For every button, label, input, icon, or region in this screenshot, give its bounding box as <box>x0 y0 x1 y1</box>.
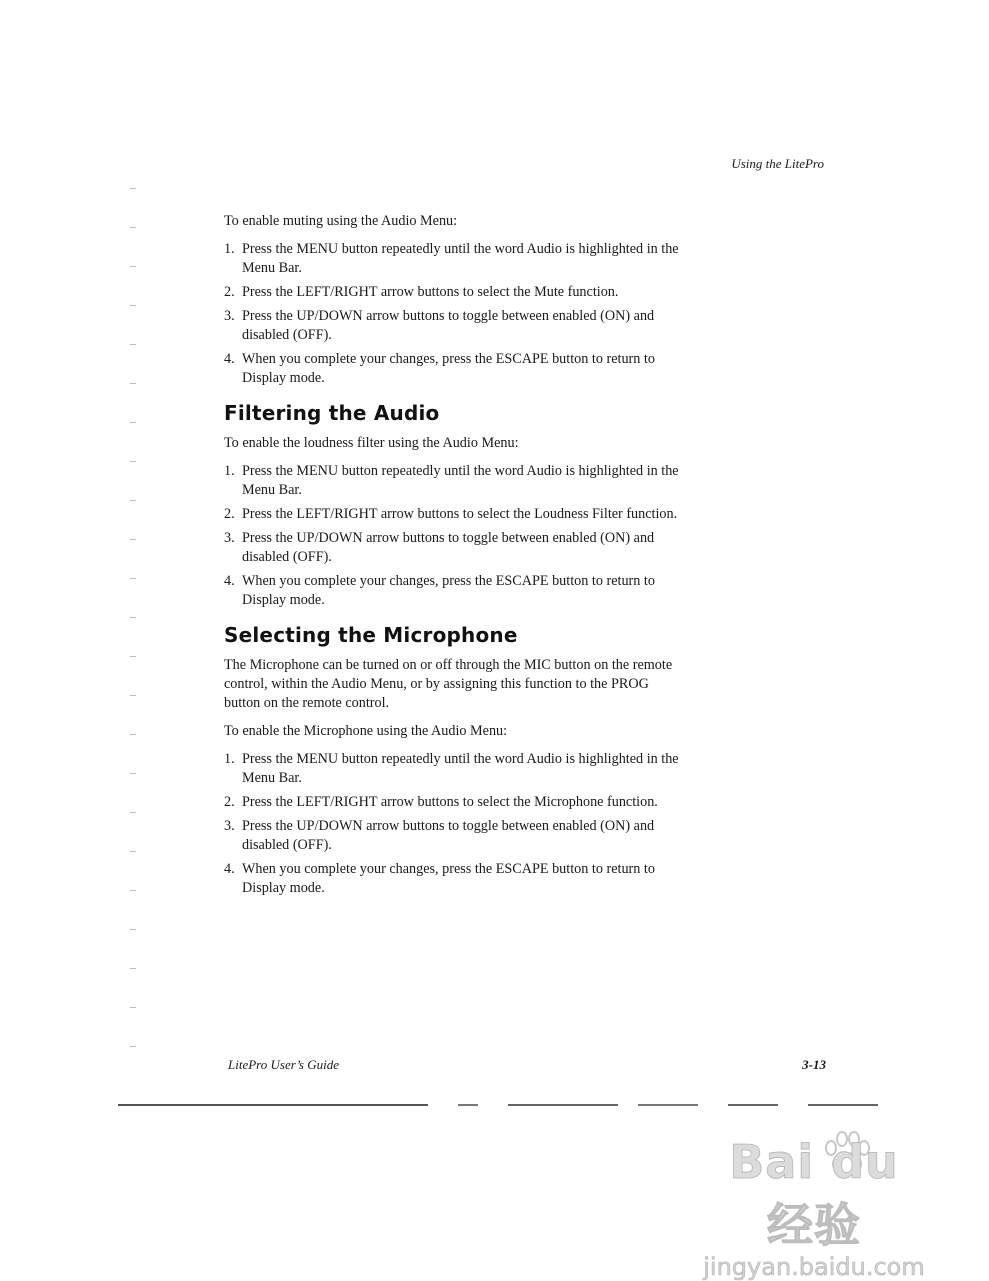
step-text: When you complete your changes, press the ESCAPE button to return to Display mode. <box>242 861 655 896</box>
step-number: 1. <box>224 463 235 479</box>
step-number: 1. <box>224 751 235 767</box>
list-item <box>224 793 684 812</box>
running-header: Using the LitePro <box>731 156 824 171</box>
muting-steps <box>224 240 684 388</box>
filtering-section <box>224 401 684 610</box>
step-number: 2. <box>224 284 235 300</box>
list-item <box>224 817 684 855</box>
footer-rule <box>118 1104 878 1106</box>
step-text: Press the LEFT/RIGHT arrow buttons to select the Microphone function. <box>242 794 658 810</box>
scan-margin-marks <box>130 150 136 1070</box>
footer-page-number: 3-13 <box>802 1057 826 1072</box>
step-number: 3. <box>224 818 235 834</box>
microphone-heading: Selecting the Microphone <box>224 623 518 647</box>
microphone-steps <box>224 750 684 898</box>
list-item <box>224 572 684 610</box>
step-number: 2. <box>224 506 235 522</box>
list-item <box>224 529 684 567</box>
step-text: Press the UP/DOWN arrow buttons to toggle between enabled (ON) and disabled (OFF). <box>242 530 655 565</box>
step-text: Press the LEFT/RIGHT arrow buttons to select the Mute function. <box>242 284 619 300</box>
watermark-brand: Bai du 经验 <box>729 1135 899 1252</box>
list-item <box>224 860 684 898</box>
step-number: 4. <box>224 351 235 367</box>
step-number: 3. <box>224 308 235 324</box>
step-text: When you complete your changes, press the ESCAPE button to return to Display mode. <box>242 351 655 386</box>
step-number: 3. <box>224 530 235 546</box>
list-item <box>224 505 684 524</box>
step-text: Press the MENU button repeatedly until the word Audio is highlighted in the Menu Bar. <box>242 463 679 498</box>
muting-section <box>224 212 684 388</box>
step-number: 1. <box>224 241 235 257</box>
step-text: Press the MENU button repeatedly until the word Audio is highlighted in the Menu Bar. <box>242 241 679 276</box>
watermark-url: jingyan.baidu.com <box>703 1253 925 1281</box>
filtering-heading: Filtering the Audio <box>224 401 440 425</box>
page-content <box>224 212 684 914</box>
step-text: Press the MENU button repeatedly until the word Audio is highlighted in the Menu Bar. <box>242 751 679 786</box>
list-item <box>224 350 684 388</box>
filtering-steps <box>224 462 684 610</box>
step-text: Press the UP/DOWN arrow buttons to toggle between enabled (ON) and disabled (OFF). <box>242 308 655 343</box>
muting-intro: To enable muting using the Audio Menu: <box>224 213 458 229</box>
step-number: 4. <box>224 861 235 877</box>
step-text: Press the LEFT/RIGHT arrow buttons to select the Loudness Filter function. <box>242 506 678 522</box>
microphone-intro: To enable the Microphone using the Audio Menu: <box>224 723 508 739</box>
list-item <box>224 462 684 500</box>
step-number: 2. <box>224 794 235 810</box>
list-item <box>224 307 684 345</box>
step-number: 4. <box>224 573 235 589</box>
filtering-intro: To enable the loudness filter using the Audio Menu: <box>224 435 519 451</box>
step-text: Press the UP/DOWN arrow buttons to toggle between enabled (ON) and disabled (OFF). <box>242 818 655 853</box>
list-item <box>224 750 684 788</box>
watermark <box>699 1135 929 1281</box>
footer-guide-title: LitePro User’s Guide <box>228 1057 339 1072</box>
list-item <box>224 283 684 302</box>
list-item <box>224 240 684 278</box>
microphone-section <box>224 623 684 898</box>
microphone-description: The Microphone can be turned on or off through the MIC button on the remote control, within the Audio Menu, or by assigning this function to the PROG button on the remote control. <box>224 657 673 711</box>
step-text: When you complete your changes, press the ESCAPE button to return to Display mode. <box>242 573 655 608</box>
